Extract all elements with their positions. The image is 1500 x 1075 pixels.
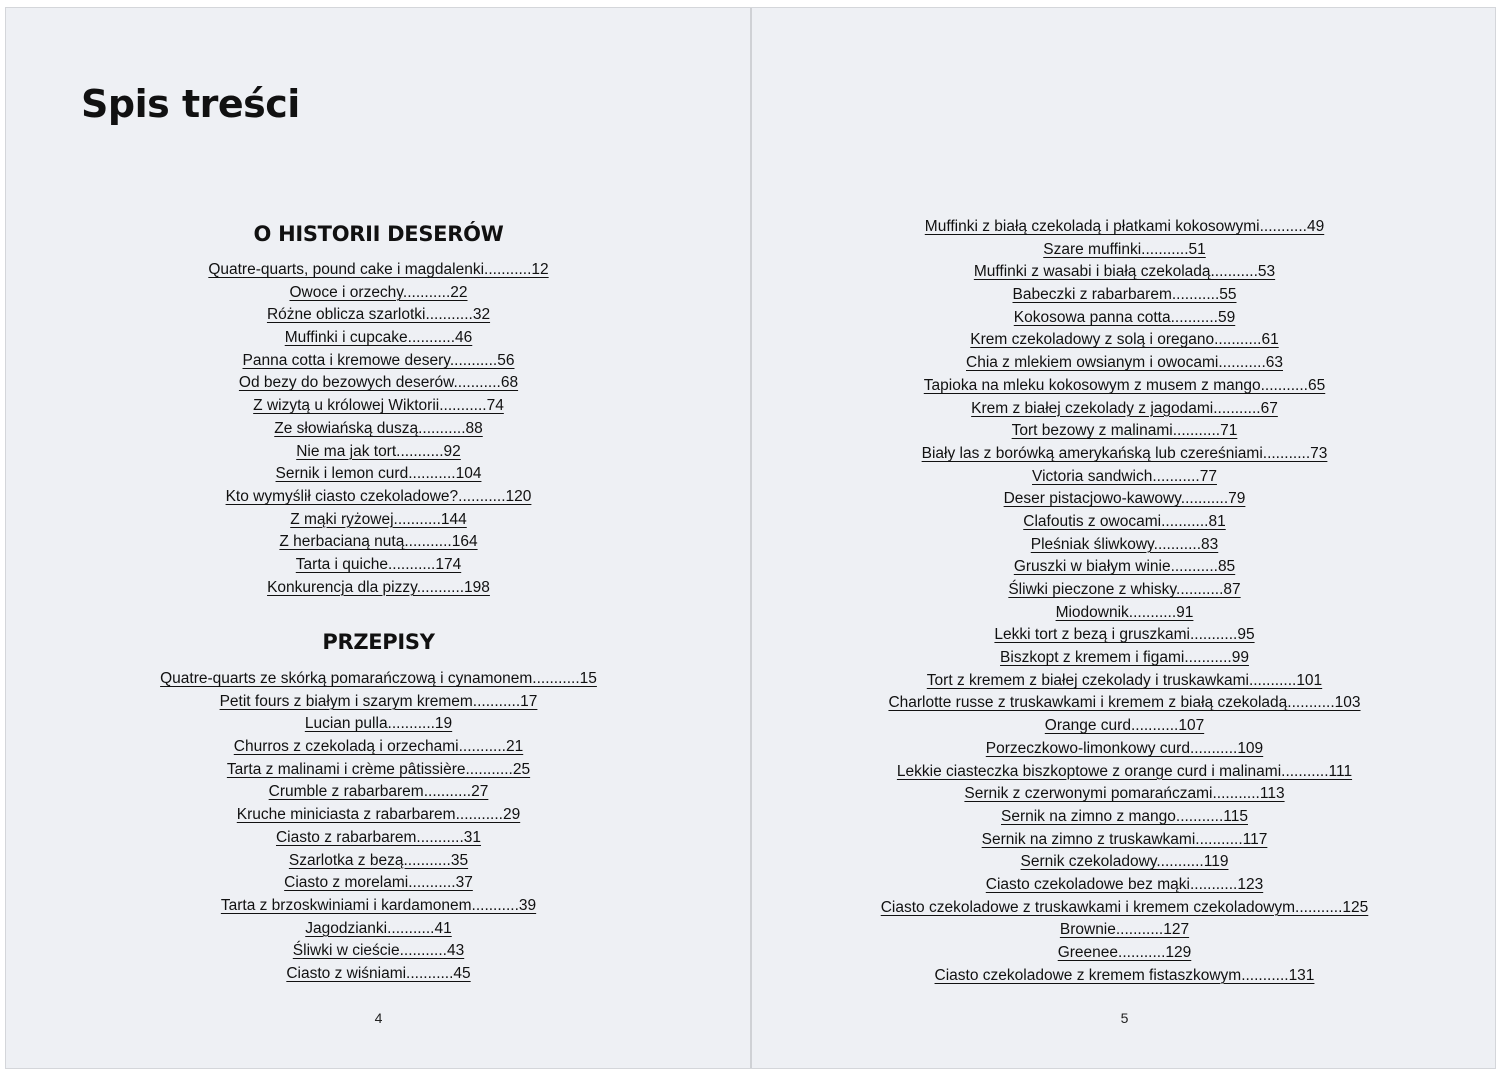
toc-entry-link[interactable]: Nie ma jak tort...........92 bbox=[296, 442, 461, 460]
section-title-history: O HISTORII DESERÓW bbox=[253, 222, 504, 246]
book-spread bbox=[5, 7, 1496, 1069]
toc-entry bbox=[752, 738, 1497, 761]
toc-entry bbox=[6, 577, 751, 600]
toc-entry bbox=[752, 874, 1497, 897]
toc-entry-link[interactable]: Tort z kremem z białej czekolady i truskawkami...........101 bbox=[926, 671, 1323, 689]
toc-entry-link[interactable]: Crumble z rabarbarem...........27 bbox=[268, 783, 489, 801]
toc-entry bbox=[752, 692, 1497, 715]
toc-entry-link[interactable]: Jagodzianki...........41 bbox=[305, 919, 452, 937]
toc-entry bbox=[752, 715, 1497, 738]
toc-entry-link[interactable]: Biszkopt z kremem i figami...........99 bbox=[1000, 649, 1249, 667]
page-number-right: 5 bbox=[1120, 1010, 1129, 1026]
toc-entry bbox=[6, 509, 751, 532]
toc-entry-link[interactable]: Ciasto czekoladowe z truskawkami i kremem czekoladowym...........125 bbox=[880, 898, 1369, 916]
toc-entry bbox=[752, 261, 1497, 284]
toc-entry-link[interactable]: Brownie...........127 bbox=[1059, 921, 1190, 939]
toc-entry bbox=[6, 531, 751, 554]
toc-entry bbox=[6, 486, 751, 509]
toc-entry bbox=[6, 463, 751, 486]
toc-entry bbox=[752, 420, 1497, 443]
toc-entry-link[interactable]: Sernik z czerwonymi pomarańczami...........113 bbox=[964, 785, 1285, 803]
toc-entry bbox=[752, 851, 1497, 874]
toc-entry-link[interactable]: Owoce i orzechy...........22 bbox=[289, 283, 468, 301]
toc-entry-link[interactable]: Ciasto z morelami...........37 bbox=[284, 874, 473, 892]
toc-entry bbox=[6, 259, 751, 282]
toc-entry bbox=[752, 375, 1497, 398]
toc-entry-link[interactable]: Krem czekoladowy z solą i oregano...........61 bbox=[970, 331, 1279, 349]
toc-entry bbox=[6, 441, 751, 464]
toc-entry-link[interactable]: Churros z czekoladą i orzechami...........21 bbox=[233, 738, 524, 756]
toc-entry-link[interactable]: Miodownik...........91 bbox=[1055, 603, 1194, 621]
toc-entry-link[interactable]: Ciasto czekoladowe bez mąki...........123 bbox=[985, 875, 1264, 893]
toc-entry bbox=[6, 940, 751, 963]
section-title-recipes: PRZEPISY bbox=[322, 630, 435, 654]
toc-entry bbox=[752, 783, 1497, 806]
toc-entry-link[interactable]: Szarlotka z bezą...........35 bbox=[288, 851, 469, 869]
toc-entry-link[interactable]: Tarta z brzoskwiniami i kardamonem...........39 bbox=[220, 896, 537, 914]
toc-entry bbox=[6, 713, 751, 736]
toc-entry bbox=[752, 647, 1497, 670]
toc-entry bbox=[752, 556, 1497, 579]
toc-entry bbox=[6, 759, 751, 782]
toc-entry-link[interactable]: Śliwki w cieście...........43 bbox=[292, 942, 465, 960]
toc-entry-link[interactable]: Clafoutis z owocami...........81 bbox=[1023, 512, 1226, 530]
toc-entry-link[interactable]: Lekki tort z bezą i gruszkami...........95 bbox=[994, 626, 1255, 644]
toc-entry-link[interactable]: Tarta i quiche...........174 bbox=[295, 555, 462, 573]
toc-entry-link[interactable]: Sernik na zimno z truskawkami...........117 bbox=[981, 830, 1268, 848]
toc-entry bbox=[752, 443, 1497, 466]
toc-entry bbox=[752, 511, 1497, 534]
toc-entry-link[interactable]: Biały las z borówką amerykańską lub czereśniami...........73 bbox=[921, 444, 1328, 462]
toc-entry bbox=[752, 329, 1497, 352]
toc-entry-link[interactable]: Różne oblicza szarlotki...........32 bbox=[266, 306, 491, 324]
toc-entry bbox=[752, 534, 1497, 557]
toc-entry-link[interactable]: Deser pistacjowo-kawowy...........79 bbox=[1003, 490, 1246, 508]
toc-list-history bbox=[6, 259, 751, 599]
toc-entry-link[interactable]: Z wizytą u królowej Wiktorii...........74 bbox=[253, 397, 504, 415]
toc-entry-link[interactable]: Greenee...........129 bbox=[1057, 944, 1192, 961]
toc-entry-link[interactable]: Sernik i lemon curd...........104 bbox=[275, 465, 482, 483]
toc-entry-link[interactable]: Lucian pulla...........19 bbox=[304, 715, 453, 733]
toc-entry-link[interactable]: Gruszki w białym winie...........85 bbox=[1013, 558, 1236, 576]
toc-entry-link[interactable]: Porzeczkowo-limonkowy curd...........109 bbox=[985, 739, 1264, 757]
toc-entry bbox=[6, 282, 751, 305]
toc-list-recipes bbox=[6, 668, 751, 986]
toc-entry bbox=[752, 942, 1497, 965]
toc-entry bbox=[752, 307, 1497, 330]
toc-entry bbox=[752, 398, 1497, 421]
toc-entry bbox=[6, 781, 751, 804]
toc-entry bbox=[752, 829, 1497, 852]
toc-entry-link[interactable]: Krem z białej czekolady z jagodami...........67 bbox=[971, 399, 1278, 417]
toc-entry-link[interactable]: Orange curd...........107 bbox=[1044, 717, 1205, 735]
toc-entry bbox=[752, 216, 1497, 239]
toc-entry bbox=[752, 466, 1497, 489]
toc-entry-link[interactable]: Ciasto czekoladowe z kremem fistaszkowym...........131 bbox=[934, 966, 1315, 984]
toc-entry-link[interactable]: Śliwki pieczone z whisky...........87 bbox=[1008, 581, 1241, 598]
toc-entry bbox=[6, 395, 751, 418]
toc-entry-link[interactable]: Pleśniak śliwkowy...........83 bbox=[1030, 535, 1219, 553]
toc-entry bbox=[752, 965, 1497, 988]
toc-entry-link[interactable]: Sernik czekoladowy...........119 bbox=[1020, 853, 1229, 871]
toc-entry bbox=[6, 327, 751, 350]
toc-entry-link[interactable]: Quatre-quarts, pound cake i magdalenki...........12 bbox=[208, 261, 549, 278]
toc-entry bbox=[6, 850, 751, 873]
toc-entry-link[interactable]: Kruche miniciasta z rabarbarem...........29 bbox=[236, 806, 521, 824]
toc-entry bbox=[752, 579, 1497, 602]
toc-entry-link[interactable]: Victoria sandwich...........77 bbox=[1032, 467, 1217, 485]
toc-entry bbox=[6, 350, 751, 373]
toc-entry bbox=[752, 602, 1497, 625]
toc-entry bbox=[752, 806, 1497, 829]
toc-entry-link[interactable]: Ciasto z wiśniami...........45 bbox=[286, 964, 471, 982]
toc-entry-link[interactable]: Kokosowa panna cotta...........59 bbox=[1013, 308, 1236, 326]
toc-entry bbox=[6, 736, 751, 759]
toc-entry bbox=[752, 761, 1497, 784]
toc-entry-link[interactable]: Z mąki ryżowej...........144 bbox=[290, 510, 467, 528]
toc-entry bbox=[752, 488, 1497, 511]
toc-entry bbox=[6, 918, 751, 941]
toc-entry bbox=[752, 284, 1497, 307]
toc-entry-link[interactable]: Lekkie ciasteczka biszkoptowe z orange curd i malinami...........111 bbox=[896, 762, 1353, 780]
toc-entry-link[interactable]: Petit fours z białym i szarym kremem...........17 bbox=[219, 692, 538, 710]
toc-entry bbox=[6, 804, 751, 827]
toc-entry bbox=[752, 919, 1497, 942]
toc-entry-link[interactable]: Chia z mlekiem owsianym i owocami...........63 bbox=[966, 354, 1283, 372]
toc-entry bbox=[6, 827, 751, 850]
toc-entry bbox=[6, 554, 751, 577]
toc-entry-link[interactable]: Od bezy do bezowych deserów...........68 bbox=[238, 374, 519, 392]
toc-entry-link[interactable]: Charlotte russe z truskawkami i kremem z białą czekoladą...........103 bbox=[888, 694, 1361, 712]
toc-entry-link[interactable]: Babeczki z rabarbarem...........55 bbox=[1012, 286, 1237, 304]
toc-entry-link[interactable]: Panna cotta i kremowe desery...........56 bbox=[242, 351, 515, 369]
toc-entry bbox=[6, 963, 751, 986]
toc-entry-link[interactable]: Ciasto z rabarbarem...........31 bbox=[275, 828, 482, 846]
toc-entry bbox=[6, 668, 751, 691]
toc-entry bbox=[6, 895, 751, 918]
toc-entry-link[interactable]: Ze słowiańską duszą...........88 bbox=[274, 419, 483, 437]
toc-entry bbox=[6, 372, 751, 395]
toc-entry-link[interactable]: Quatre-quarts ze skórką pomarańczową i cynamonem...........15 bbox=[160, 670, 597, 687]
toc-entry-link[interactable]: Kto wymyślił ciasto czekoladowe?...........120 bbox=[225, 487, 532, 505]
toc-entry bbox=[6, 304, 751, 327]
toc-list-continued bbox=[752, 216, 1497, 987]
right-page bbox=[752, 8, 1497, 1068]
toc-entry bbox=[752, 239, 1497, 262]
toc-entry-link[interactable]: Muffinki z białą czekoladą i płatkami kokosowymi...........49 bbox=[924, 218, 1325, 235]
toc-entry bbox=[6, 691, 751, 714]
toc-entry bbox=[6, 418, 751, 441]
toc-entry-link[interactable]: Tort bezowy z malinami...........71 bbox=[1011, 422, 1238, 440]
page-number-left: 4 bbox=[374, 1010, 383, 1026]
toc-entry-link[interactable]: Z herbacianą nutą...........164 bbox=[279, 533, 478, 551]
toc-entry-link[interactable]: Szare muffinki...........51 bbox=[1043, 240, 1206, 258]
toc-entry-link[interactable]: Muffinki i cupcake...........46 bbox=[284, 329, 473, 347]
toc-entry-link[interactable]: Tarta z malinami i crème pâtissière...........25 bbox=[226, 760, 531, 778]
left-page bbox=[6, 8, 751, 1068]
page-title: Spis treści bbox=[81, 82, 300, 126]
toc-entry bbox=[752, 897, 1497, 920]
toc-entry bbox=[752, 624, 1497, 647]
toc-entry bbox=[752, 352, 1497, 375]
toc-entry-link[interactable]: Sernik na zimno z mango...........115 bbox=[1001, 807, 1248, 825]
toc-entry-link[interactable]: Muffinki z wasabi i białą czekoladą...........53 bbox=[973, 263, 1276, 281]
toc-entry bbox=[752, 670, 1497, 693]
toc-entry-link[interactable]: Tapioka na mleku kokosowym z musem z mango...........65 bbox=[923, 376, 1326, 394]
toc-entry-link[interactable]: Konkurencja dla pizzy...........198 bbox=[267, 578, 490, 596]
toc-entry bbox=[6, 872, 751, 895]
